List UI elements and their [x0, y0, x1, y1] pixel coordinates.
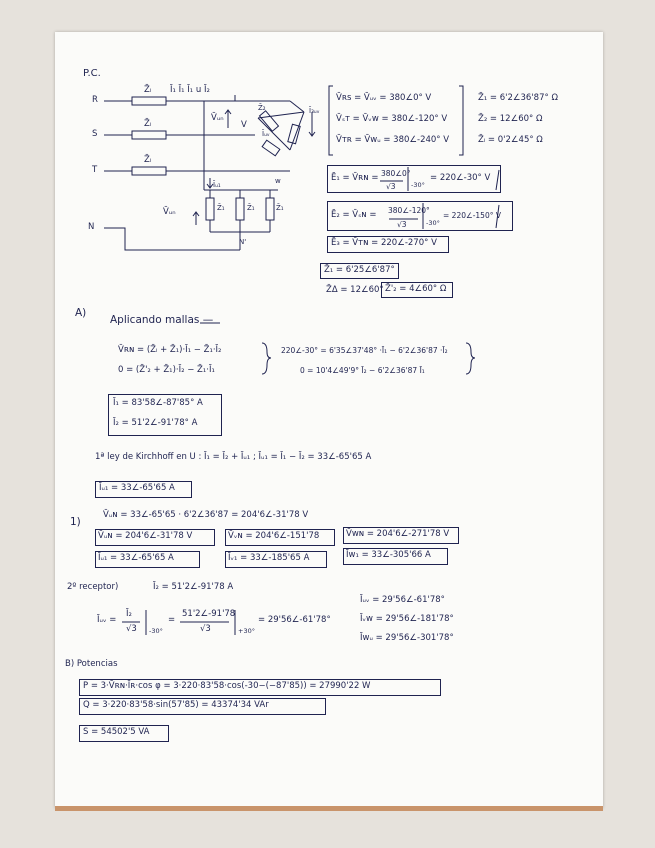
e1-numerator: 380∠0°: [381, 169, 411, 178]
z1-star-label-1: Z̄₁: [217, 204, 225, 212]
iw1-result: Īw₁ = 33∠-305'66 A: [346, 550, 431, 560]
kirchhoff-law: 1ª ley de Kirchhoff en U : Ī₁ = Ī₂ + Īᵤ₁ ; Īᵤ₁ = Ī₁ − Ī₂ = 33∠-65'65 A: [95, 452, 372, 462]
section-a-label: A): [75, 307, 87, 319]
line-n-label: N: [88, 222, 95, 232]
iuv-result: = 29'56∠-61'78°: [258, 615, 331, 625]
frac1-numerator: Ī₂: [126, 609, 132, 619]
iwu-final: Īwᵤ = 29'56∠-301'78°: [360, 633, 454, 643]
e1-angle: -30°: [411, 181, 425, 189]
frac2-denominator: √3: [200, 624, 211, 634]
mesh-equation-2: 0 = (Z̄'₂ + Z̄₁)·Ī₂ − Z̄₁·Ī₁: [118, 365, 215, 375]
power-s: S = 54502'5 VA: [83, 727, 150, 737]
line-r-label: R: [92, 95, 98, 105]
z1-value: Z̄₁ = 6'25∠6'87°: [324, 265, 395, 275]
iu1-result: Īᵤ₁ = 33∠-65'65 A: [98, 553, 174, 563]
current-labels: Ī₁ Ī₁ Ī₁ u Ī₂: [170, 85, 210, 95]
e2-denominator: √3: [397, 220, 407, 229]
pc-label: P.C.: [83, 68, 101, 79]
e2-numerator: 380∠-120°: [388, 206, 430, 215]
iv1-result: Īᵥ₁ = 33∠-185'65 A: [228, 553, 310, 563]
e2-result: = 220∠-150° V: [443, 211, 501, 220]
e2-angle: -30°: [426, 219, 440, 227]
impedance-zl: Z̄ₗ = 0'2∠45° Ω: [478, 135, 543, 145]
mesh-equation-1: V̄ʀɴ = (Z̄ₗ + Z̄₁)·Ī₁ − Z̄₁·Ī₂: [118, 345, 222, 355]
v-un-result: V̄ᵤɴ = 204'6∠-31'78 V: [98, 531, 193, 541]
current-i1: Ī₁ = 83'58∠-87'85° A: [113, 398, 203, 408]
z1-star-label-2: Z̄₁: [247, 204, 255, 212]
e3-equation: Ē₃ = V̄ᴛɴ = 220∠-270° V: [331, 238, 437, 248]
e1-denominator: √3: [386, 182, 396, 191]
ivw-final: Īᵥw = 29'56∠-181'78°: [360, 614, 454, 624]
z2-prime-value: Z̄'₂ = 4∠60° Ω: [385, 284, 447, 294]
zl-label-s: Z̄ₗ: [144, 119, 152, 129]
node-n-prime-label: N': [239, 238, 247, 246]
node-w-label: w: [275, 177, 281, 185]
z2-delta-label: Z̄₂: [258, 104, 266, 112]
power-p: P = 3·V̄ʀɴ·Īʀ·cos φ = 3·220·83'58·cos(-30−(−87'85)) = 27990'22 W: [83, 681, 371, 691]
frac1-angle: -30°: [149, 627, 163, 635]
current-i2: Ī₂ = 51'2∠-91'78° A: [113, 418, 198, 428]
iu1-value: Īᵤ₁ = 33∠-65'65 A: [99, 483, 175, 493]
i-u1-label: Īᵤ₁: [213, 181, 221, 189]
impedance-z2: Z̄₂ = 12∠60° Ω: [478, 114, 543, 124]
receptor-1-label: 1): [70, 516, 81, 528]
i-uv-label: Īᵤᵥ: [262, 130, 270, 138]
v-vn-result: V̄ᵥɴ = 204'6∠-151'78: [228, 531, 320, 541]
receptor-2-i2: Ī₂ = 51'2∠-91'78 A: [153, 582, 234, 592]
v-un-bottom-label: V̄ᵤₙ: [163, 207, 176, 217]
zl-label-t: Z̄ₗ: [144, 155, 152, 165]
voltage-tr: V̄ᴛʀ = V̄wᵤ = 380∠-240° V: [336, 135, 450, 145]
mesh-equation-2-numeric: 0 = 10'4∠49'9° Ī₂ − 6'2∠36'87 Ī₁: [300, 366, 425, 375]
iuv-lhs: Īᵤᵥ =: [97, 615, 117, 625]
line-t-label: T: [92, 165, 98, 175]
line-s-label: S: [92, 129, 98, 139]
section-b-title: B) Potencias: [65, 659, 118, 669]
zl-label-r: Z̄ₗ: [144, 85, 152, 95]
voltage-st: V̄ₛᴛ = V̄ᵥw = 380∠-120° V: [336, 114, 448, 124]
frac2-numerator: 51'2∠-91'78: [182, 609, 236, 619]
voltage-rs: V̄ʀs = V̄ᵤᵥ = 380∠0° V: [336, 93, 432, 103]
node-v-label: V: [241, 120, 247, 130]
equals-sign: =: [168, 615, 176, 625]
e1-lhs: Ē₁ = V̄ʀɴ =: [331, 173, 379, 183]
i-uw-label: Ī₃ᵤᵥ: [309, 107, 320, 115]
e2-lhs: Ē₂ = V̄ₛɴ =: [331, 210, 377, 220]
receptor-1-calc: V̄ᵤɴ = 33∠-65'65 · 6'2∠36'87 = 204'6∠-31'78 V: [103, 510, 309, 520]
z1-star-label-3: Z̄₁: [276, 204, 284, 212]
section-a-heading: Aplicando mallas —: [110, 314, 214, 326]
frac2-angle: +30°: [238, 627, 255, 635]
impedance-z1: Z̄₁ = 6'2∠36'87° Ω: [478, 93, 558, 103]
receptor-2-label: 2º receptor): [67, 582, 119, 592]
iuv-final: Īᵤᵥ = 29'56∠-61'78°: [360, 595, 445, 605]
frac1-denominator: √3: [126, 624, 137, 634]
v-un-label: V̄ᵤₙ: [211, 113, 224, 123]
v-wn-result: V̄wɴ = 204'6∠-271'78 V: [346, 529, 450, 539]
power-q: Q = 3·220·83'58·sin(57'85) = 43374'34 VAr: [83, 700, 269, 710]
e1-result: = 220∠-30° V: [430, 173, 491, 183]
mesh-equation-1-numeric: 220∠-30° = 6'35∠37'48° ·Ī₁ − 6'2∠36'87 ·Ī₂: [281, 346, 448, 355]
z-delta-value: Z̄Δ = 12∠60°: [326, 285, 384, 295]
